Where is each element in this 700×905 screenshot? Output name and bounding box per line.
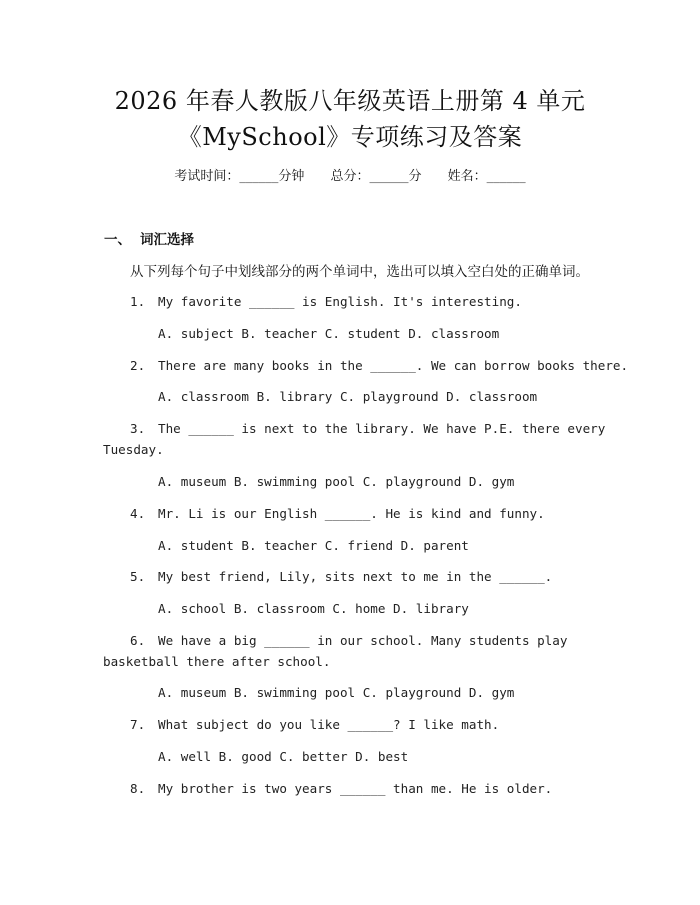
question-number: 4. bbox=[130, 506, 146, 521]
section-title: 词汇选择 bbox=[140, 232, 194, 248]
question-text: Mr. Li is our English ______. He is kind and funny. bbox=[158, 506, 545, 521]
question-text-continued: Tuesday. bbox=[103, 442, 164, 457]
section-heading bbox=[104, 230, 194, 250]
question-6-options: A. museum B. swimming pool C. playground D. gym bbox=[158, 685, 515, 700]
question-number: 5. bbox=[130, 569, 146, 584]
question-number: 3. bbox=[130, 421, 146, 436]
question-text: The ______ is next to the library. We have P.E. there every bbox=[158, 421, 606, 436]
document-title-line-1: 2026 年春人教版八年级英语上册第 4 单元 bbox=[114, 87, 586, 115]
exam-score: 总分：______分 bbox=[330, 169, 422, 184]
question-number: 8. bbox=[130, 781, 146, 796]
question-text: My favorite ______ is English. It's interesting. bbox=[158, 294, 522, 309]
question-text-continued: basketball there after school. bbox=[103, 654, 331, 669]
question-number: 1. bbox=[130, 294, 146, 309]
question-text: We have a big ______ in our school. Many students play bbox=[158, 633, 568, 648]
question-text: My best friend, Lily, sits next to me in the ______. bbox=[158, 569, 553, 584]
question-3-continuation bbox=[103, 439, 603, 460]
question-1-options: A. subject B. teacher C. student D. classroom bbox=[158, 326, 500, 341]
question-2-options: A. classroom B. library C. playground D. classroom bbox=[158, 389, 538, 404]
question-5-options: A. school B. classroom C. home D. library bbox=[158, 601, 469, 616]
exam-time: 考试时间：______分钟 bbox=[174, 169, 305, 184]
question-3-options: A. museum B. swimming pool C. playground D. gym bbox=[158, 474, 515, 489]
question-text: What subject do you like ______? I like math. bbox=[158, 717, 500, 732]
question-4-options: A. student B. teacher C. friend D. parent bbox=[158, 538, 469, 553]
section-instruction: 从下列每个句子中划线部分的两个单词中，选出可以填入空白处的正确单词。 bbox=[130, 264, 589, 280]
question-number: 6. bbox=[130, 633, 146, 648]
question-6-continuation bbox=[103, 651, 603, 672]
exam-info bbox=[0, 167, 700, 187]
question-number: 2. bbox=[130, 358, 146, 373]
question-text: There are many books in the ______. We can borrow books there. bbox=[158, 358, 629, 373]
student-name: 姓名：______ bbox=[447, 169, 526, 184]
question-number: 7. bbox=[130, 717, 146, 732]
section-number: 一、 bbox=[104, 232, 131, 248]
question-7-options: A. well B. good C. better D. best bbox=[158, 749, 409, 764]
question-text: My brother is two years ______ than me. He is older. bbox=[158, 781, 553, 796]
document-title-line-2: 《MySchool》专项练习及答案 bbox=[177, 123, 523, 151]
